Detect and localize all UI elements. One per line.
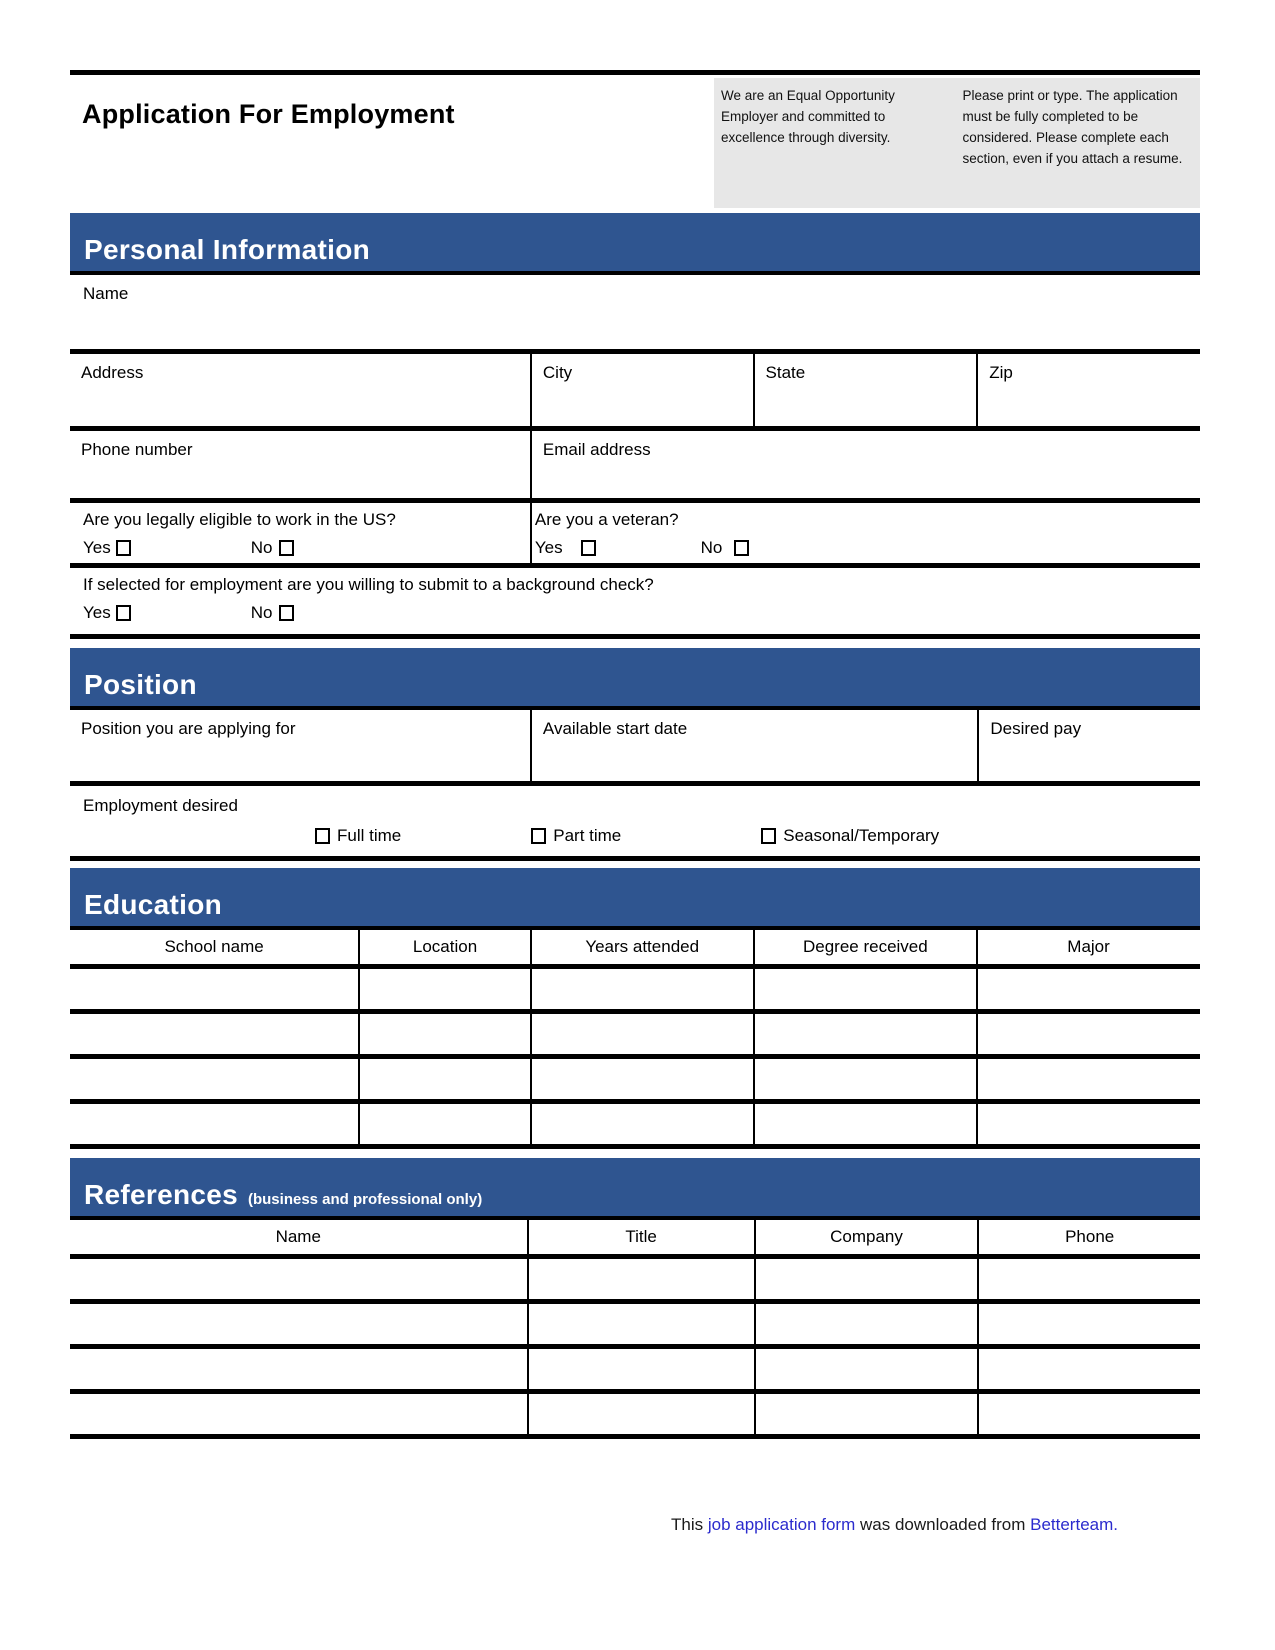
fulltime-checkbox[interactable] [315, 828, 330, 844]
reference-cell[interactable] [977, 1394, 1200, 1434]
education-cell[interactable] [976, 1104, 1199, 1144]
position-title: Position [84, 669, 197, 700]
seasonal-option [761, 826, 939, 846]
reference-row [70, 1304, 1200, 1349]
veteran-question: Are you a veteran? [534, 510, 679, 529]
reference-cell[interactable] [527, 1259, 754, 1299]
fulltime-label: Full time [337, 826, 402, 845]
references-header [70, 1158, 1200, 1220]
reference-cell[interactable] [70, 1349, 527, 1389]
footer-form-link[interactable]: job application form [707, 1515, 856, 1534]
reference-cell[interactable] [754, 1259, 978, 1299]
start-date-label: Available start date [542, 719, 688, 738]
education-col-major: Major [976, 930, 1199, 964]
position-section [70, 648, 1200, 861]
education-table-header [70, 930, 1200, 969]
notice-eoe-text: We are an Equal Opportunity Employer and committed to excellence through diversity. [721, 88, 895, 146]
references-table [70, 1220, 1200, 1439]
footer [70, 1515, 1200, 1535]
eligible-no-label: No [250, 538, 273, 557]
eligibility-row [70, 498, 1200, 568]
reference-cell[interactable] [977, 1304, 1200, 1344]
veteran-yes-checkbox[interactable] [581, 540, 596, 556]
city-field[interactable] [530, 354, 753, 426]
background-yes-checkbox[interactable] [116, 605, 131, 621]
reference-cell[interactable] [70, 1394, 527, 1434]
position-applying-label: Position you are applying for [81, 719, 296, 738]
education-cell[interactable] [753, 1059, 977, 1099]
education-cell[interactable] [976, 969, 1199, 1009]
eligible-yes-checkbox[interactable] [116, 540, 131, 556]
footer-text-middle: was downloaded from [860, 1515, 1026, 1534]
page-title: Application For Employment [82, 99, 455, 129]
zip-label: Zip [989, 363, 1013, 382]
references-col-title: Title [527, 1220, 754, 1254]
employment-desired-label: Employment desired [83, 796, 238, 815]
seasonal-checkbox[interactable] [761, 828, 776, 844]
education-row [70, 969, 1200, 1014]
reference-cell[interactable] [527, 1304, 754, 1344]
city-label: City [542, 363, 573, 382]
reference-cell[interactable] [527, 1394, 754, 1434]
references-col-phone: Phone [977, 1220, 1200, 1254]
education-row [70, 1014, 1200, 1059]
state-label: State [765, 363, 806, 382]
education-cell[interactable] [530, 1059, 753, 1099]
form-header [70, 75, 1200, 213]
position-header [70, 648, 1200, 710]
education-col-years: Years attended [530, 930, 753, 964]
reference-cell[interactable] [977, 1349, 1200, 1389]
references-title: References [84, 1179, 238, 1210]
education-cell[interactable] [358, 1104, 530, 1144]
reference-cell[interactable] [754, 1304, 978, 1344]
name-label: Name [83, 284, 129, 303]
education-cell[interactable] [530, 1014, 753, 1054]
personal-information-title: Personal Information [84, 234, 371, 265]
education-cell[interactable] [358, 1059, 530, 1099]
education-row [70, 1059, 1200, 1104]
phone-field[interactable] [70, 431, 530, 498]
veteran-question-cell [530, 503, 1200, 563]
reference-cell[interactable] [70, 1259, 527, 1299]
education-cell[interactable] [976, 1014, 1199, 1054]
education-cell[interactable] [70, 1014, 358, 1054]
veteran-yes-label: Yes [534, 538, 563, 557]
address-row [70, 349, 1200, 426]
address-label: Address [81, 363, 144, 382]
fulltime-option [315, 826, 401, 846]
eligible-no-checkbox[interactable] [279, 540, 294, 556]
position-fields-row [70, 710, 1200, 786]
reference-row [70, 1259, 1200, 1304]
parttime-option [531, 826, 621, 846]
references-table-header [70, 1220, 1200, 1259]
personal-information-section [70, 213, 1200, 639]
footer-text-before: This [670, 1515, 704, 1534]
education-cell[interactable] [530, 1104, 753, 1144]
reference-cell[interactable] [754, 1394, 978, 1434]
background-no-checkbox[interactable] [279, 605, 294, 621]
start-date-field[interactable] [530, 710, 977, 781]
education-cell[interactable] [976, 1059, 1199, 1099]
desired-pay-field[interactable] [977, 710, 1200, 781]
reference-cell[interactable] [527, 1349, 754, 1389]
references-qualifier: (business and professional only) [247, 1191, 483, 1208]
background-check-row [70, 568, 1200, 639]
reference-row [70, 1394, 1200, 1439]
phone-label: Phone number [81, 440, 193, 459]
employment-desired-block [70, 786, 1200, 861]
notice-box [714, 78, 1200, 208]
education-cell[interactable] [358, 969, 530, 1009]
education-cell[interactable] [753, 1014, 977, 1054]
references-section [70, 1158, 1200, 1439]
background-no-label: No [250, 603, 273, 622]
state-field[interactable] [753, 354, 977, 426]
education-col-school: School name [164, 937, 264, 956]
position-applying-field[interactable] [70, 710, 530, 781]
eligible-question: Are you legally eligible to work in the US? [83, 510, 396, 529]
references-col-company: Company [754, 1220, 978, 1254]
email-field[interactable] [530, 431, 1200, 498]
education-table [70, 930, 1200, 1149]
education-header [70, 868, 1200, 930]
address-field[interactable] [70, 354, 530, 426]
eligible-yes-label: Yes [83, 538, 111, 557]
reference-row [70, 1349, 1200, 1394]
eligible-question-cell [70, 503, 530, 563]
education-cell[interactable] [753, 1104, 977, 1144]
education-col-location: Location [358, 930, 530, 964]
reference-cell[interactable] [754, 1349, 978, 1389]
education-title: Education [84, 889, 223, 920]
veteran-no-checkbox[interactable] [734, 540, 749, 556]
footer-brand-link[interactable]: Betterteam. [1030, 1515, 1118, 1534]
reference-cell[interactable] [70, 1304, 527, 1344]
zip-field[interactable] [976, 354, 1199, 426]
notice-instructions-text: Please print or type. The application must be fully completed to be considered. Please complete each section, even if you attach a resume. [962, 88, 1183, 167]
education-cell[interactable] [70, 969, 358, 1009]
parttime-checkbox[interactable] [531, 828, 546, 844]
background-yes-label: Yes [83, 603, 111, 622]
email-label: Email address [542, 440, 651, 459]
references-col-name: Name [275, 1227, 321, 1246]
education-col-degree: Degree received [753, 930, 977, 964]
education-section [70, 868, 1200, 1149]
parttime-label: Part time [553, 826, 622, 845]
education-cell[interactable] [530, 969, 753, 1009]
background-question: If selected for employment are you willing to submit to a background check? [83, 575, 654, 594]
education-cell[interactable] [358, 1014, 530, 1054]
education-cell[interactable] [70, 1104, 358, 1144]
reference-cell[interactable] [977, 1259, 1200, 1299]
phone-email-row [70, 426, 1200, 498]
personal-information-header [70, 213, 1200, 275]
seasonal-label: Seasonal/Temporary [783, 826, 940, 845]
education-cell[interactable] [753, 969, 977, 1009]
desired-pay-label: Desired pay [990, 719, 1082, 738]
veteran-no-label: No [700, 538, 723, 557]
education-cell[interactable] [70, 1059, 358, 1099]
education-row [70, 1104, 1200, 1149]
name-field[interactable] [70, 275, 1200, 349]
